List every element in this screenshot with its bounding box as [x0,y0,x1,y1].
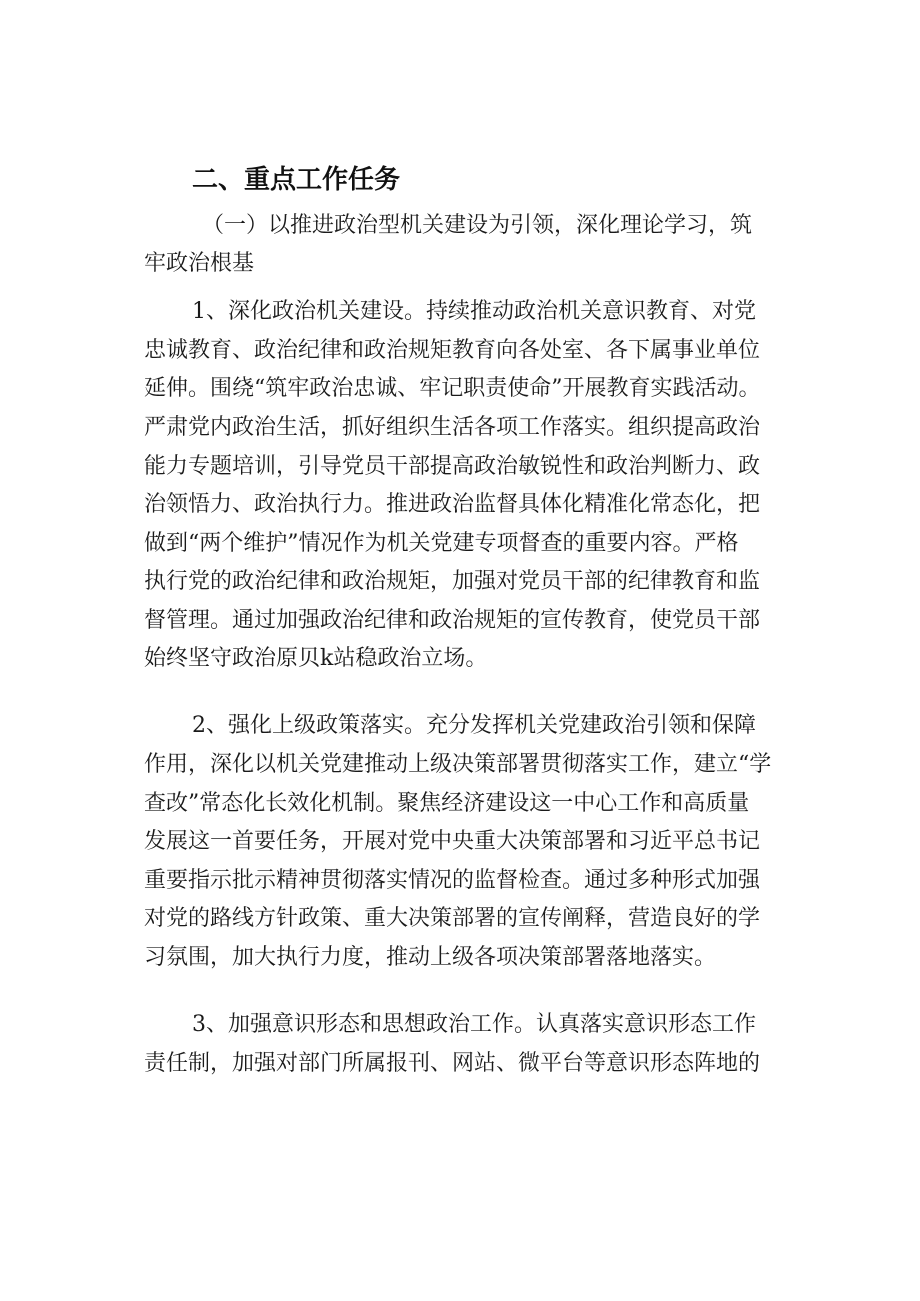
subsection-title-line: 牢政治根基 [144,251,255,276]
paragraph-line: 2、强化上级政策落实。充分发挥机关党建政治引领和保障 [192,713,756,738]
paragraph-line: 习氛围，加大执行力度，推动上级各项决策部署落地落实。 [144,945,717,970]
paragraph-line: 督管理。通过加强政治纪律和政治规矩的宣传教育，使党员干部 [144,608,761,633]
section-heading: 二、重点工作任务 [192,165,401,195]
paragraph-line: 责任制，加强对部门所属报刊、网站、微平台等意识形态阵地的 [144,1051,761,1076]
paragraph-line: 1、深化政治机关建设。持续推动政治机关意识教育、对党 [192,299,756,324]
paragraph-line: 治领悟力、政治执行力。推进政治监督具体化精准化常态化，把 [144,492,761,517]
paragraph-line: 重要指示批示精神贯彻落实情况的监督检查。通过多种形式加强 [144,868,761,893]
paragraph-line: 作用，深化以机关党建推动上级决策部署贯彻落实工作，建立“学 [144,752,772,777]
subsection-title-line: （一）以推进政治型机关建设为引领，深化理论学习，筑 [202,213,753,238]
paragraph-line: 延伸。围绕“筑牢政治忠诚、牢记职责使命”开展教育实践活动。 [144,376,761,401]
paragraph-line: 发展这一首要任务，开展对党中央重大决策部署和习近平总书记 [144,829,761,854]
paragraph-line: 对党的路线方针政策、重大决策部署的宣传阐释，营造良好的学 [144,906,761,931]
paragraph-line: 始终坚守政治原贝k站稳政治立场。 [144,646,488,671]
paragraph-line: 做到“两个维护”情况作为机关党建专项督查的重要内容。严格 [144,531,739,556]
paragraph-line: 能力专题培训，引导党员干部提高政治敏锐性和政治判断力、政 [144,454,761,479]
paragraph-line: 3、加强意识形态和思想政治工作。认真落实意识形态工作 [192,1012,756,1037]
paragraph-line: 执行党的政治纪律和政治规矩，加强对党员干部的纪律教育和监 [144,569,761,594]
paragraph-line: 忠诚教育、政治纪律和政治规矩教育向各处室、各下属事业单位 [144,338,761,363]
paragraph-line: 查改”常态化长效化机制。聚焦经济建设这一中心工作和高质量 [144,791,750,816]
paragraph-line: 严肃党内政治生活，抓好组织生活各项工作落实。组织提高政治 [144,415,761,440]
